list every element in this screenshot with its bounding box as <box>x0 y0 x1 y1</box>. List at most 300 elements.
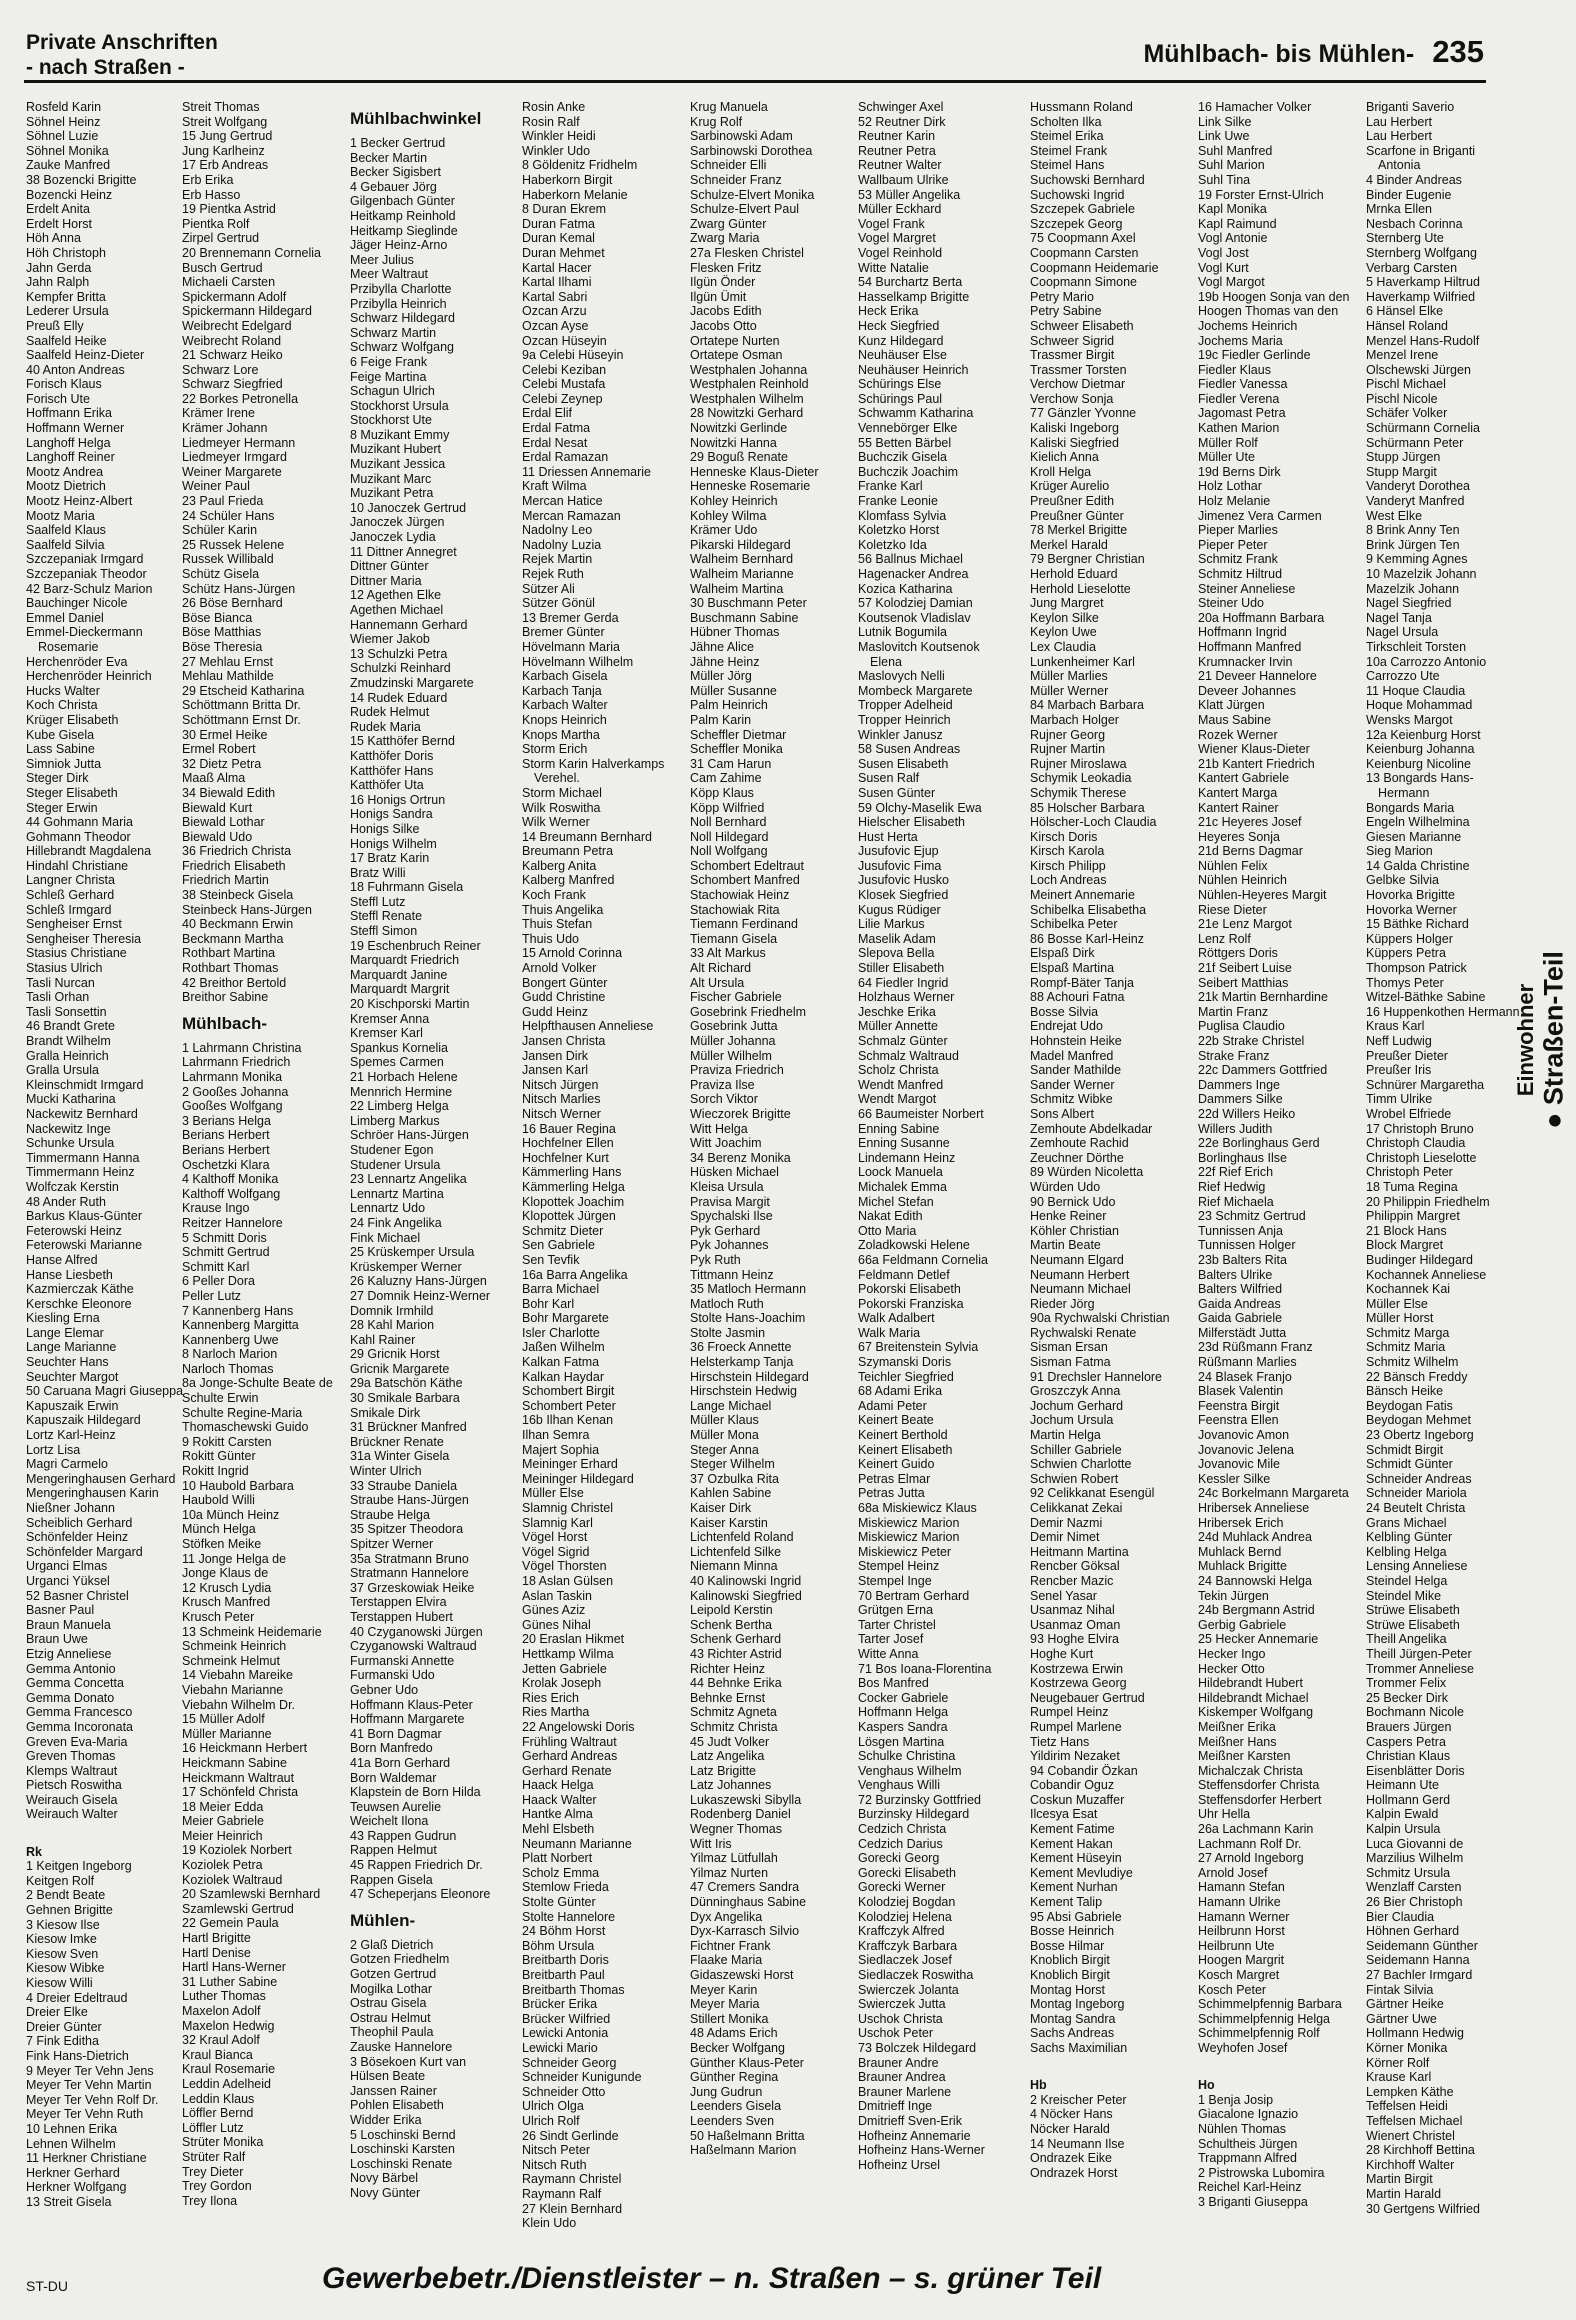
listing-entry: Schneider Georg <box>522 2055 617 2070</box>
listing-entry: 22 Angelowski Doris <box>522 1719 635 1734</box>
listing-entry: Jung Margret <box>1030 596 1104 611</box>
listing-entry: Kaiser Karstin <box>690 1515 768 1530</box>
footer-code: ST-DU <box>26 2278 68 2294</box>
listing-entry: 57 Kolodziej Damian <box>858 596 973 611</box>
listing-entry: Przibylla Charlotte <box>350 281 452 296</box>
listing-entry: 8 Brink Anny Ten <box>1366 523 1460 538</box>
listing-entry: Schmitz Marga <box>1366 1325 1450 1340</box>
listing-entry: 10 Haubold Barbara <box>182 1478 294 1493</box>
listing-entry: Adami Peter <box>858 1398 927 1413</box>
listing-entry: Tiemann Ferdinand <box>690 917 798 932</box>
listing-entry: 28 Nowitzki Gerhard <box>690 406 804 421</box>
listing-entry: Sternberg Wolfgang <box>1366 245 1477 260</box>
listing-entry: 27 Arnold Ingeborg <box>1198 1851 1304 1866</box>
listing-entry: Suchowski Ingrid <box>1030 187 1125 202</box>
listing-entry: 75 Coopmann Axel <box>1030 231 1136 246</box>
listing-entry: Zirpel Gertrud <box>182 231 260 246</box>
listing-entry: Tropper Heinrich <box>858 712 951 727</box>
listing-entry: 47 Scheperjans Eleonore <box>350 1887 491 1902</box>
listing-entry-continuation: Elena <box>870 654 902 669</box>
listing-entry: Kannenberg Uwe <box>182 1332 279 1347</box>
listing-entry: Sengheiser Theresia <box>26 931 142 946</box>
listing-entry: Smikale Dirk <box>350 1405 421 1420</box>
listing-entry: Holz Melanie <box>1198 494 1271 509</box>
listing-entry: Sachs Maximilian <box>1030 2040 1128 2055</box>
listing-entry: 26 Kaluzny Hans-Jürgen <box>350 1274 487 1289</box>
listing-entry: 26 Bier Christoph <box>1366 1895 1463 1910</box>
listing-entry: Mazelzik Johann <box>1366 581 1460 596</box>
listing-entry: Müller Jörg <box>690 669 752 684</box>
listing-entry: 42 Breithor Bertold <box>182 975 287 990</box>
listing-entry: Weiner Paul <box>182 479 250 494</box>
listing-entry: Langhoff Reiner <box>26 450 115 465</box>
listing-entry: 48 Adams Erich <box>690 2026 778 2041</box>
listing-entry: Lenz Rolf <box>1198 931 1251 946</box>
listing-entry: Keinert Beate <box>858 1413 934 1428</box>
listing-entry: 19 Pientka Astrid <box>182 202 276 217</box>
listing-entry: Hamann Werner <box>1198 1909 1290 1924</box>
listing-entry: Bochmann Nicole <box>1366 1705 1464 1720</box>
listing-entry: Gidaszewski Horst <box>690 1968 794 1982</box>
listing-entry: Meyer Ter Vehn Rolf Dr. <box>26 2092 159 2107</box>
listing-entry: Beydogan Mehmet <box>1366 1413 1471 1428</box>
listing-entry: Zemhoute Rachid <box>1030 1136 1129 1151</box>
listing-entry: Link Silke <box>1198 114 1252 129</box>
listing-entry: Friedrich Elisabeth <box>182 858 286 873</box>
listing-entry: Szczepek Georg <box>1030 216 1123 231</box>
listing-entry: Breumann Petra <box>522 844 614 859</box>
listing-entry: Becker Sigisbert <box>350 165 442 180</box>
listing-entry: Hantke Alma <box>522 1807 593 1822</box>
listing-entry: Nackewitz Inge <box>26 1121 111 1136</box>
listing-entry: Yilmaz Lütfullah <box>690 1851 778 1866</box>
listing-entry: Gaida Andreas <box>1198 1296 1281 1311</box>
listing-entry-continuation: Rosemarie <box>38 639 99 654</box>
listing-entry: Feterowski Heinz <box>26 1223 122 1238</box>
listing-entry: Senel Yasar <box>1030 1588 1097 1603</box>
listing-entry: Hollmann Hedwig <box>1366 2026 1464 2041</box>
listing-entry: Kapuszaik Hildegard <box>26 1413 141 1428</box>
listing-entry: Vogl Antonie <box>1198 231 1268 246</box>
listing-entry: 20 Szamlewski Bernhard <box>182 1887 321 1902</box>
listing-entry: Pyk Ruth <box>690 1252 741 1267</box>
listing-entry: Böse Bianca <box>182 610 253 625</box>
listing-entry: Noll Bernhard <box>690 815 767 830</box>
listing-entry: Müller Werner <box>1030 683 1109 698</box>
header-left-line2: - nach Straßen - <box>26 56 185 79</box>
listing-entry: Venghaus Wilhelm <box>858 1763 962 1778</box>
listing-entry: Domnik Irmhild <box>350 1303 434 1318</box>
listing-entry: Kugus Rüdiger <box>858 902 941 917</box>
side-tab-line2: ● Straßen-Teil <box>1538 951 1569 1129</box>
listing-entry: Walk Maria <box>858 1325 921 1340</box>
listing-entry: Berians Herbert <box>182 1128 270 1143</box>
listing-entry: Nagel Siegfried <box>1366 596 1452 611</box>
listing-entry: Trey Ilona <box>182 2193 238 2208</box>
listing-entry: Krusch Manfred <box>182 1595 271 1610</box>
listing-entry: Kement Talip <box>1030 1895 1103 1910</box>
listing-entry: Petras Jutta <box>858 1486 925 1501</box>
listing-entry: 15 Jung Gertrud <box>182 129 273 144</box>
listing-entry: Marzilius Wilhelm <box>1366 1851 1464 1866</box>
listing-entry: Kalthoff Wolfgang <box>182 1186 281 1201</box>
listing-entry: Würden Udo <box>1030 1179 1101 1194</box>
listing-entry <box>1198 2056 1360 2071</box>
listing-entry: Hüsken Michael <box>690 1165 779 1180</box>
listing-entry: Trey Dieter <box>182 2164 244 2179</box>
listing-entry: Dreier Günter <box>26 2019 102 2034</box>
listing-entry: Studener Ursula <box>350 1157 441 1172</box>
listing-entry: Maslovych Nelli <box>858 669 945 684</box>
listing-entry: 11 Herkner Christiane <box>26 2151 147 2166</box>
listing-entry: Gosebrink Jutta <box>690 1019 778 1034</box>
listing-entry: Witzel-Bäthke Sabine <box>1366 990 1486 1005</box>
listing-entry: 33 Alt Markus <box>690 946 766 961</box>
listing-entry: Reichel Karl-Heinz <box>1198 2180 1302 2195</box>
listing-entry: Oschetzki Klara <box>182 1157 270 1172</box>
listing-entry: Pyk Johannes <box>690 1238 769 1253</box>
listing-entry: Feterowski Marianne <box>26 1238 143 1253</box>
listing-entry: Steindel Helga <box>1366 1573 1448 1588</box>
listing-entry: Hovorka Werner <box>1366 902 1457 917</box>
listing-entry: Enning Sabine <box>858 1121 940 1136</box>
listing-entry: Schombert Birgit <box>522 1384 615 1399</box>
listing-entry: Jagomast Petra <box>1198 406 1286 421</box>
listing-entry: Kirchhoff Walter <box>1366 2157 1455 2172</box>
listing-entry: Kostrzewa Erwin <box>1030 1661 1124 1676</box>
listing-entry: 32 Dietz Petra <box>182 756 262 771</box>
listing-entry: Weichelt Ilona <box>350 1814 429 1829</box>
listing-entry: Schimmelpfennig Rolf <box>1198 2026 1320 2041</box>
listing-entry: 20a Hoffmann Barbara <box>1198 610 1325 625</box>
listing-entry: Menzel Irene <box>1366 348 1439 363</box>
listing-entry: Westphalen Johanna <box>690 362 808 377</box>
listing-entry: Matloch Ruth <box>690 1296 764 1311</box>
listing-entry: Wilk Werner <box>522 815 590 830</box>
listing-entry: Yilmaz Nurten <box>690 1865 769 1880</box>
listing-entry: Straube Hans-Jürgen <box>350 1493 469 1508</box>
listing-entry: Keinert Elisabeth <box>858 1442 953 1457</box>
listing-entry: 11 Jonge Helga de <box>182 1551 287 1566</box>
listing-entry: 25 Krüskemper Ursula <box>350 1245 475 1260</box>
listing-entry: Schleß Gerhard <box>26 888 115 903</box>
listing-entry: Münch Helga <box>182 1522 256 1537</box>
listing-entry: Walheim Bernhard <box>690 552 794 567</box>
listing-entry: Müller Horst <box>1366 1311 1434 1326</box>
listing-entry: Sarbinowski Dorothea <box>690 143 813 158</box>
listing-entry: Martin Birgit <box>1366 2172 1433 2187</box>
listing-entry: Martin Helga <box>1030 1428 1101 1443</box>
listing-entry: 20 Kischporski Martin <box>350 997 470 1012</box>
listing-entry: Bos Manfred <box>858 1676 929 1691</box>
listing-entry: Steger Wilhelm <box>690 1457 775 1472</box>
listing-entry: Timm Ulrike <box>1366 1092 1433 1107</box>
listing-entry: Schimmelpfennig Barbara <box>1198 1997 1342 2012</box>
listing-entry: Heilbrunn Ute <box>1198 1938 1275 1953</box>
listing-entry: 5 Haverkamp Hiltrud <box>1366 275 1480 290</box>
listing-entry: Coskun Muzaffer <box>1030 1792 1125 1807</box>
column-5 <box>690 100 852 2235</box>
listing-entry: Block Margret <box>1366 1238 1444 1253</box>
listing-entry: Lehnen Wilhelm <box>26 2136 116 2151</box>
listing-entry: Zwarg Maria <box>690 231 760 246</box>
listing-entry: Müller Else <box>1366 1296 1428 1311</box>
listing-entry: Fink Michael <box>350 1230 421 1245</box>
listing-entry: Meyer Ter Vehn Ruth <box>26 2107 144 2122</box>
listing-entry: Michel Stefan <box>858 1194 934 1209</box>
listing-entry: Dmitrieff Inge <box>858 2099 933 2114</box>
listing-entry: Behnke Ernst <box>690 1690 766 1705</box>
listing-entry: Muzikant Marc <box>350 471 432 486</box>
listing-entry: Hoffmann Helga <box>858 1705 949 1720</box>
listing-entry: Liedmeyer Hermann <box>182 435 296 450</box>
listing-entry: Blasek Valentin <box>1198 1384 1284 1399</box>
listing-entry: Theophil Paula <box>350 2025 434 2040</box>
listing-entry: 8 Muzikant Emmy <box>350 427 450 442</box>
listing-entry: Rudek Maria <box>350 719 421 734</box>
listing-entry: Puglisa Claudio <box>1198 1019 1285 1034</box>
listing-entry: Kosch Margret <box>1198 1968 1280 1982</box>
listing-entry: Klatt Jürgen <box>1198 698 1265 713</box>
listing-entry: Karbach Gisela <box>522 669 608 684</box>
listing-entry: Weibrecht Edelgard <box>182 318 292 333</box>
listing-entry: Latz Brigitte <box>690 1763 757 1778</box>
listing-entry: Keylon Silke <box>1030 610 1099 625</box>
listing-entry: 18 Aslan Gülsen <box>522 1573 614 1588</box>
listing-entry: Lahrmann Monika <box>182 1070 283 1084</box>
listing-entry: Magri Carmelo <box>26 1457 108 1472</box>
listing-entry: 29a Batschön Käthe <box>350 1376 463 1391</box>
listing-entry: Ermel Robert <box>182 742 256 757</box>
listing-entry: Kalkan Fatma <box>522 1355 600 1370</box>
listing-entry: Gelbke Silvia <box>1366 873 1439 888</box>
listing-entry: Nadolny Luzia <box>522 537 602 552</box>
listing-entry: 26 Böse Bernhard <box>182 596 283 611</box>
listing-entry: Karbach Tanja <box>522 683 602 698</box>
listing-entry: Wolfczak Kerstin <box>26 1179 119 1194</box>
listing-entry: Krämer Irene <box>182 406 255 421</box>
listing-entry: Heilbrunn Horst <box>1198 1924 1285 1939</box>
listing-entry: Seuchter Margot <box>26 1369 119 1384</box>
listing-entry: 34 Biewald Edith <box>182 785 276 800</box>
listing-entry: Slepova Bella <box>858 946 935 961</box>
listing-entry: Studener Egon <box>350 1142 434 1157</box>
listing-entry: Böse Theresia <box>182 639 263 654</box>
listing-entry: Honigs Silke <box>350 821 420 836</box>
column-2 <box>182 100 344 2235</box>
listing-entry: Hasselkamp Brigitte <box>858 289 970 304</box>
listing-entry: 3 Berians Helga <box>182 1113 271 1128</box>
listing-entry: Erb Hasso <box>182 187 241 202</box>
listing-entry: Petras Elmar <box>858 1471 931 1486</box>
listing-entry: Nitsch Ruth <box>522 2157 587 2172</box>
listing-entry: Nadolny Leo <box>522 523 593 538</box>
listing-entry: Schagun Ulrich <box>350 384 435 399</box>
listing-entry: Hribersek Anneliese <box>1198 1501 1310 1515</box>
listing-entry: Ozcan Ayse <box>522 318 589 333</box>
listing-entry: 90 Bernick Udo <box>1030 1194 1116 1209</box>
listing-entry: Jahn Gerda <box>26 260 92 275</box>
listing-entry: Erb Erika <box>182 172 234 187</box>
listing-entry: Scheffler Dietmar <box>690 727 787 742</box>
listing-entry: 5 Schmitt Doris <box>182 1230 267 1245</box>
listing-entry: Swierczek Jutta <box>858 1997 946 2012</box>
listing-entry: Meißner Hans <box>1198 1734 1277 1749</box>
listing-entry: Löffler Bernd <box>182 2106 254 2121</box>
listing-entry: 36 Friedrich Christa <box>182 844 292 859</box>
header-left-line1: Private Anschriften <box>26 31 218 54</box>
listing-entry: 19 Eschenbruch Reiner <box>350 938 481 953</box>
listing-entry: Maslovitch Koutsenok <box>858 639 980 654</box>
listing-entry: Herchenröder Eva <box>26 654 128 669</box>
listing-entry: Weyhofen Josef <box>1198 2040 1288 2055</box>
listing-entry: Krumnacker Irvin <box>1198 654 1293 669</box>
listing-entry: 17 Christoph Bruno <box>1366 1121 1474 1136</box>
listing-entry: Ortatepe Osman <box>690 348 783 363</box>
listing-entry: Kapuszaik Erwin <box>26 1398 119 1413</box>
listing-entry: Greven Eva-Maria <box>26 1734 128 1749</box>
listing-entry: Ulrich Rolf <box>522 2113 580 2128</box>
listing-entry: 21e Lenz Margot <box>1198 917 1292 932</box>
listing-entry: Hövelmann Wilhelm <box>522 654 634 669</box>
listing-entry: Ondrazek Eike <box>1030 2151 1112 2166</box>
listing-entry: 24 Schüler Hans <box>182 508 275 523</box>
listing-entry: Schweer Elisabeth <box>1030 318 1134 333</box>
listing-entry: Schulze-Elvert Paul <box>690 202 800 217</box>
listing-entry: Alt Ursula <box>690 975 745 990</box>
listing-entry: Hanse Liesbeth <box>26 1267 113 1282</box>
listing-entry: Feldmann Detlef <box>858 1267 950 1282</box>
listing-entry: Henneske Klaus-Dieter <box>690 464 819 479</box>
listing-entry: Preußner Edith <box>1030 494 1115 509</box>
listing-entry: Lewicki Antonia <box>522 2026 609 2041</box>
listing-entry: Bratz Willi <box>350 865 406 880</box>
listing-entry: Sützer Gönül <box>522 596 595 611</box>
listing-entry: Witt Helga <box>690 1121 748 1136</box>
listing-entry: Montag Sandra <box>1030 2011 1116 2026</box>
listing-entry: Rujner Miroslawa <box>1030 756 1127 771</box>
listing-entry: Strüwe Elisabeth <box>1366 1617 1460 1632</box>
listing-entry: Hamann Ulrike <box>1198 1895 1281 1910</box>
listing-entry: Suhl Tina <box>1198 172 1251 187</box>
column-4 <box>522 100 684 2235</box>
listing-entry: Alt Richard <box>690 961 752 976</box>
listing-entry: Tarter Josef <box>858 1632 924 1647</box>
listing-entry: Köpp Klaus <box>690 785 754 800</box>
listing-entry: Kraus Karl <box>1366 1019 1425 1034</box>
listing-entry: Fischer Gabriele <box>690 990 782 1005</box>
listing-entry: 48 Ander Ruth <box>26 1194 106 1209</box>
listing-entry: Meyer Maria <box>690 1997 760 2012</box>
listing-entry: Coopmann Heidemarie <box>1030 260 1159 275</box>
listing-entry: 6 Peller Dora <box>182 1274 255 1289</box>
listing-entry: 91 Drechsler Hannelore <box>1030 1369 1163 1384</box>
listing-entry: 71 Bos Ioana-Florentina <box>858 1661 992 1676</box>
listing-entry: 21c Heyeres Josef <box>1198 815 1302 830</box>
listing-entry: Nakat Edith <box>858 1209 923 1224</box>
listing-entry-continuation: Hermann <box>1378 785 1430 800</box>
listing-entry: 23d Rüßmann Franz <box>1198 1340 1313 1355</box>
listing-entry: Schönfelder Margard <box>26 1544 143 1559</box>
listing-entry: 1 Lahrmann Christina <box>182 1040 302 1055</box>
listing-entry: Kraffczyk Alfred <box>858 1924 945 1939</box>
listing-entry: Schmitz Maria <box>1366 1340 1446 1355</box>
listing-entry: Weirauch Gisela <box>26 1792 118 1807</box>
listing-entry: Klein Udo <box>522 2216 577 2231</box>
listing-entry: Carrozzo Ute <box>1366 669 1440 684</box>
listing-entry: Schulke Christina <box>858 1749 956 1764</box>
listing-entry: Reutner Walter <box>858 158 942 173</box>
listing-entry: Celebi Mustafa <box>522 377 606 392</box>
listing-entry: Mombeck Margarete <box>858 683 973 698</box>
listing-entry: Meininger Hildegard <box>522 1471 634 1486</box>
listing-entry: Brücker Wilfried <box>522 2011 611 2026</box>
listing-entry: Jäger Heinz-Arno <box>350 238 448 253</box>
listing-entry: 16 Bauer Regina <box>522 1121 616 1136</box>
listing-entry: Sengheiser Ernst <box>26 917 122 932</box>
listing-entry: Witt Iris <box>690 1836 732 1851</box>
listing-entry: Petry Mario <box>1030 289 1094 304</box>
listing-entry: Mehlau Mathilde <box>182 669 274 684</box>
listing-entry: Hohnstein Heike <box>1030 1034 1122 1048</box>
listing-entry: Michaeli Carsten <box>182 275 276 290</box>
listing-entry: Schmitt Gertrud <box>182 1245 270 1260</box>
listing-entry: Martin Franz <box>1198 1004 1269 1019</box>
listing-entry: Tunnissen Anja <box>1198 1223 1284 1238</box>
listing-entry: Bier Claudia <box>1366 1909 1435 1924</box>
listing-entry: Stolte Hannelore <box>522 1909 616 1924</box>
listing-entry: Kolodziej Helena <box>858 1909 952 1924</box>
listing-entry: Kahlen Sabine <box>690 1486 772 1501</box>
listing-entry: Maselik Adam <box>858 931 936 946</box>
listing-entry: Mucki Katharina <box>26 1092 116 1107</box>
listing-entry: Janoczek Lydia <box>350 530 436 545</box>
listing-entry: 17 Erb Andreas <box>182 158 269 173</box>
listing-entry: 22b Strake Christel <box>1198 1034 1305 1048</box>
side-tab-line1: Einwohner <box>1513 983 1538 1097</box>
listing-entry: Nitsch Jürgen <box>522 1077 599 1092</box>
listing-entry: 27a Flesken Christel <box>690 245 804 260</box>
listing-entry: Schüler Karin <box>182 523 258 538</box>
listing-entry: 17 Schönfeld Christa <box>182 1785 299 1800</box>
listing-entry: Schürmann Cornelia <box>1366 421 1480 436</box>
listing-entry: Kelbling Günter <box>1366 1530 1453 1545</box>
listing-entry: Sisman Ersan <box>1030 1340 1108 1355</box>
listing-entry: Schwien Charlotte <box>1030 1457 1132 1472</box>
listing-entry: Marquardt Margrit <box>350 982 450 997</box>
listing-entry: Meinert Annemarie <box>1030 888 1135 903</box>
listing-entry: Enning Susanne <box>858 1136 950 1151</box>
listing-entry: Duran Kemal <box>522 231 595 246</box>
listing-entry: Kaiser Dirk <box>690 1501 752 1515</box>
listing-entry: Breitbarth Paul <box>522 1968 605 1982</box>
listing-entry: Willers Judith <box>1198 1121 1273 1136</box>
listing-entry: Wendt Margot <box>858 1092 937 1107</box>
listing-entry: Briganti Saverio <box>1366 100 1455 114</box>
listing-entry: 14 Rudek Eduard <box>350 690 448 705</box>
listing-entry: 50 Haßelmann Britta <box>690 2128 805 2143</box>
listing-entry: Preußer Iris <box>1366 1063 1432 1078</box>
listing-entry: Hövelmann Maria <box>522 639 620 654</box>
listing-entry: Kohley Heinrich <box>690 494 778 509</box>
listing-entry: Tarter Christel <box>858 1617 936 1632</box>
listing-entry: Neumann Michael <box>1030 1282 1131 1297</box>
listing-entry: Haberkorn Birgit <box>522 172 613 187</box>
column-7 <box>1030 100 1192 2235</box>
listing-entry: Schönfelder Heinz <box>26 1530 129 1545</box>
listing-entry: Strüter Ralf <box>182 2149 246 2164</box>
listing-entry: Günes Aziz <box>522 1603 586 1618</box>
